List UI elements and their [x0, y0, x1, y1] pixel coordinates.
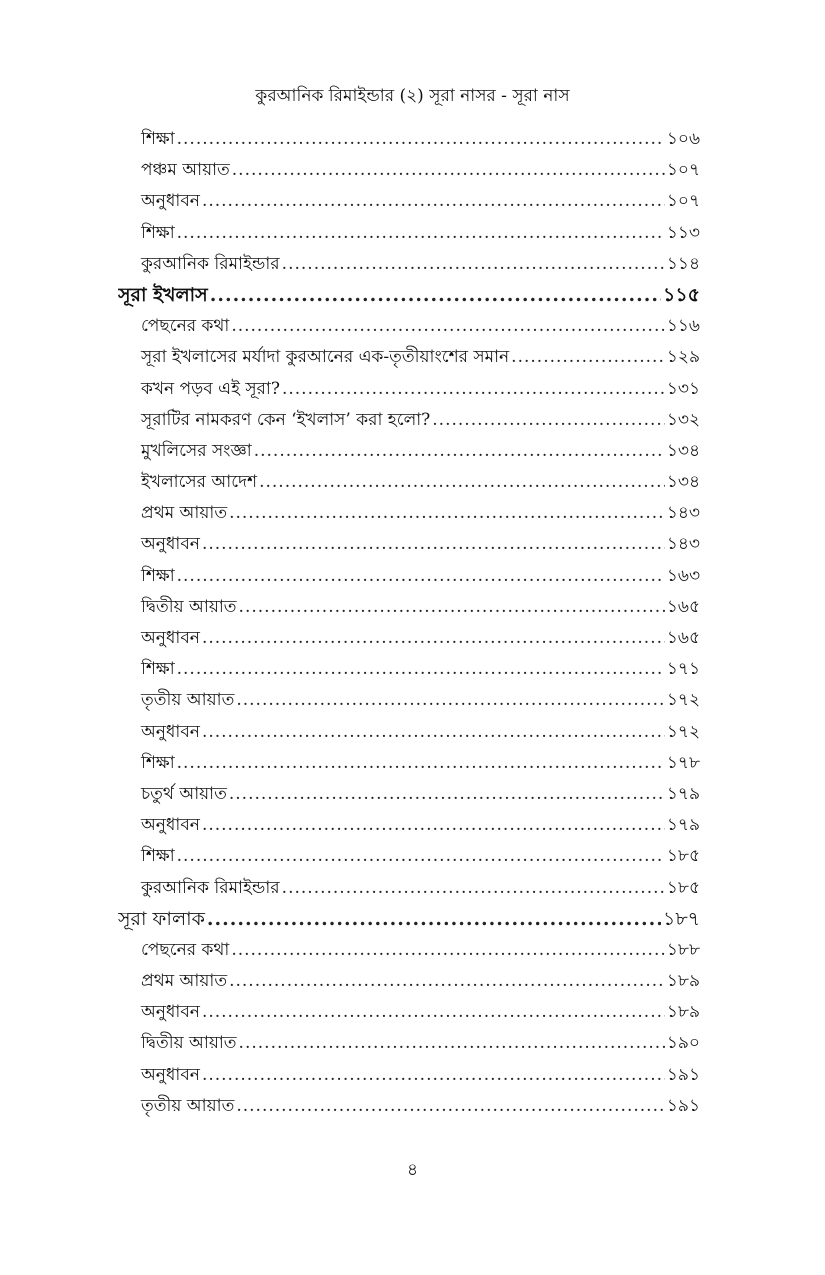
toc-entry [118, 779, 700, 810]
page-number: ৪ [406, 1160, 419, 1180]
toc-chapter-entry [118, 280, 700, 311]
toc-entry [118, 342, 700, 373]
dot-leader [177, 748, 665, 779]
toc-entry-page: ১৮৯ [666, 971, 700, 992]
dot-leader [239, 592, 665, 623]
dot-leader [202, 529, 665, 560]
dot-leader [229, 498, 665, 529]
toc-entry [118, 186, 700, 217]
toc-entry [118, 436, 700, 467]
toc-entry-title: প্রথম আয়াত [141, 503, 228, 524]
toc-entry-page: ১৮৭ [662, 907, 700, 930]
toc-entry-page: ১৮৫ [666, 846, 700, 867]
toc-entry-page: ১০৭ [666, 160, 700, 181]
dot-leader [511, 342, 665, 373]
toc-entry-title: অনুধাবন [141, 1002, 200, 1023]
toc-entry-page: ১৯১ [666, 1064, 700, 1085]
toc-entry-page: ১৩১ [666, 378, 700, 399]
toc-entry-page: ১৭২ [666, 721, 700, 742]
toc-entry-title: শিক্ষা [141, 565, 175, 586]
toc-entry-title: পঞ্চম আয়াত [141, 160, 230, 181]
toc-entry-page: ১৭৯ [666, 815, 700, 836]
toc-entry [118, 374, 700, 405]
toc-entry-page: ১৮৫ [666, 877, 700, 898]
toc-entry-page: ১১৫ [663, 283, 700, 306]
dot-leader [232, 155, 665, 186]
toc-entry [118, 841, 700, 872]
toc-entry-title: কুরআনিক রিমাইন্ডার [141, 877, 280, 898]
toc-entry [118, 717, 700, 748]
toc-entry-title: সূরা ইখলাস [118, 283, 208, 306]
toc-entry-title: চতুর্থ আয়াত [141, 783, 227, 804]
toc-entry-title: শিক্ষা [141, 752, 175, 773]
toc-entry-page: ১৪৩ [666, 503, 700, 524]
toc-entry-title: কুরআনিক রিমাইন্ডার [141, 253, 280, 274]
toc-entry-title: শিক্ষা [141, 222, 175, 243]
dot-leader [229, 966, 665, 997]
toc-entry-page: ১৬৫ [666, 628, 700, 648]
toc-entry-page: ১৭১ [666, 659, 700, 680]
toc-entry-page: ১৭৮ [666, 752, 700, 773]
toc-entry-page: ১৯০ [666, 1033, 700, 1054]
toc-entry-page: ১৩৪ [666, 440, 700, 461]
toc-entry-page: ১১৬ [666, 316, 700, 337]
toc-entry [118, 654, 700, 685]
toc-entry-title: সূরা ইখলাসের মর্যাদা কুরআনের এক-তৃতীয়াংশের সমান [141, 347, 510, 368]
toc-entry [118, 561, 700, 592]
toc-entry-title: ইখলাসের আদেশ [141, 472, 258, 493]
toc-entry [118, 218, 700, 249]
toc-entry [118, 1091, 700, 1122]
toc-entry-title: অনুধাবন [141, 628, 200, 648]
toc-entry-page: ১৪৩ [666, 534, 700, 555]
dot-leader [177, 124, 665, 155]
toc-entry [118, 249, 700, 280]
toc-entry [118, 311, 700, 342]
running-header: কুরআনিক রিমাইন্ডার (২) সূরা নাসর - সূরা নাস [255, 86, 570, 106]
dot-leader [202, 186, 665, 217]
dot-leader [202, 1060, 665, 1091]
dot-leader [282, 873, 665, 904]
toc-entry [118, 124, 700, 155]
toc-entry-title: পেছনের কথা [141, 316, 230, 337]
toc-entry-page: ১৯১ [666, 1095, 700, 1116]
dot-leader [202, 623, 665, 654]
toc-entry-page: ১৩৪ [666, 472, 700, 493]
toc-entry-title: পেছনের কথা [141, 939, 230, 960]
toc-entry [118, 935, 700, 966]
dot-leader [239, 1028, 665, 1059]
dot-leader [432, 405, 665, 436]
toc-entry [118, 748, 700, 779]
toc-entry [118, 966, 700, 997]
toc-entry-title: সূরা ফালাক [118, 907, 205, 930]
toc-entry-page: ১৬৫ [666, 596, 700, 617]
toc-entry-title: অনুধাবন [141, 815, 200, 836]
toc-entry [118, 405, 700, 436]
table-of-contents [118, 124, 700, 1122]
toc-entry [118, 498, 700, 529]
dot-leader [282, 249, 665, 280]
dot-leader [202, 997, 665, 1028]
toc-entry-page: ১৭৯ [666, 783, 700, 804]
toc-entry [118, 467, 700, 498]
toc-entry-page: ১৮৮ [666, 939, 700, 960]
dot-leader [210, 280, 661, 311]
toc-entry-title: অনুধাবন [141, 1064, 200, 1085]
toc-entry [118, 1060, 700, 1091]
toc-entry-page: ১৮৯ [666, 1002, 700, 1023]
dot-leader [207, 904, 661, 935]
toc-entry-page: ১৬৩ [666, 565, 700, 586]
toc-entry-page: ১২৯ [666, 347, 700, 368]
toc-entry [118, 997, 700, 1028]
toc-entry-title: দ্বিতীয় আয়াত [141, 1033, 237, 1054]
toc-entry-page: ১১৩ [666, 222, 700, 243]
dot-leader [282, 374, 665, 405]
toc-entry-page: ১০৭ [666, 191, 700, 212]
toc-entry [118, 529, 700, 560]
toc-entry [118, 810, 700, 841]
toc-entry-title: শিক্ষা [141, 846, 175, 867]
dot-leader [236, 1091, 665, 1122]
dot-leader [259, 467, 665, 498]
dot-leader [177, 654, 665, 685]
toc-entry-title: শিক্ষা [141, 129, 175, 149]
toc-entry [118, 155, 700, 186]
toc-entry-title: মুখলিসের সংজ্ঞা [141, 440, 252, 461]
toc-entry-page: ১১৪ [666, 253, 700, 274]
dot-leader [202, 717, 665, 748]
toc-entry [118, 685, 700, 716]
dot-leader [254, 436, 665, 467]
toc-chapter-entry [118, 904, 700, 935]
toc-entry-title: অনুধাবন [141, 191, 200, 212]
dot-leader [231, 311, 665, 342]
dot-leader [236, 685, 665, 716]
dot-leader [177, 561, 665, 592]
toc-entry [118, 873, 700, 904]
toc-entry-title: কখন পড়ব এই সূরা? [141, 378, 280, 399]
dot-leader [202, 810, 665, 841]
dot-leader [231, 935, 665, 966]
toc-entry-page: ১৭২ [666, 690, 700, 711]
dot-leader [229, 779, 665, 810]
toc-entry [118, 1028, 700, 1059]
toc-entry-title: সূরাটির নামকরণ কেন ‘ইখলাস’ করা হলো? [141, 409, 431, 430]
dot-leader [177, 218, 665, 249]
toc-entry-title: তৃতীয় আয়াত [141, 690, 235, 711]
dot-leader [177, 841, 665, 872]
toc-entry-title: অনুধাবন [141, 534, 200, 555]
toc-entry-title: তৃতীয় আয়াত [141, 1095, 235, 1116]
toc-entry [118, 623, 700, 654]
toc-entry-title: দ্বিতীয় আয়াত [141, 596, 237, 617]
toc-entry [118, 592, 700, 623]
toc-entry-page: ১৩২ [666, 409, 700, 430]
toc-entry-page: ১০৬ [666, 129, 700, 149]
toc-entry-title: অনুধাবন [141, 721, 200, 742]
toc-entry-title: শিক্ষা [141, 659, 175, 680]
toc-entry-title: প্রথম আয়াত [141, 971, 228, 992]
